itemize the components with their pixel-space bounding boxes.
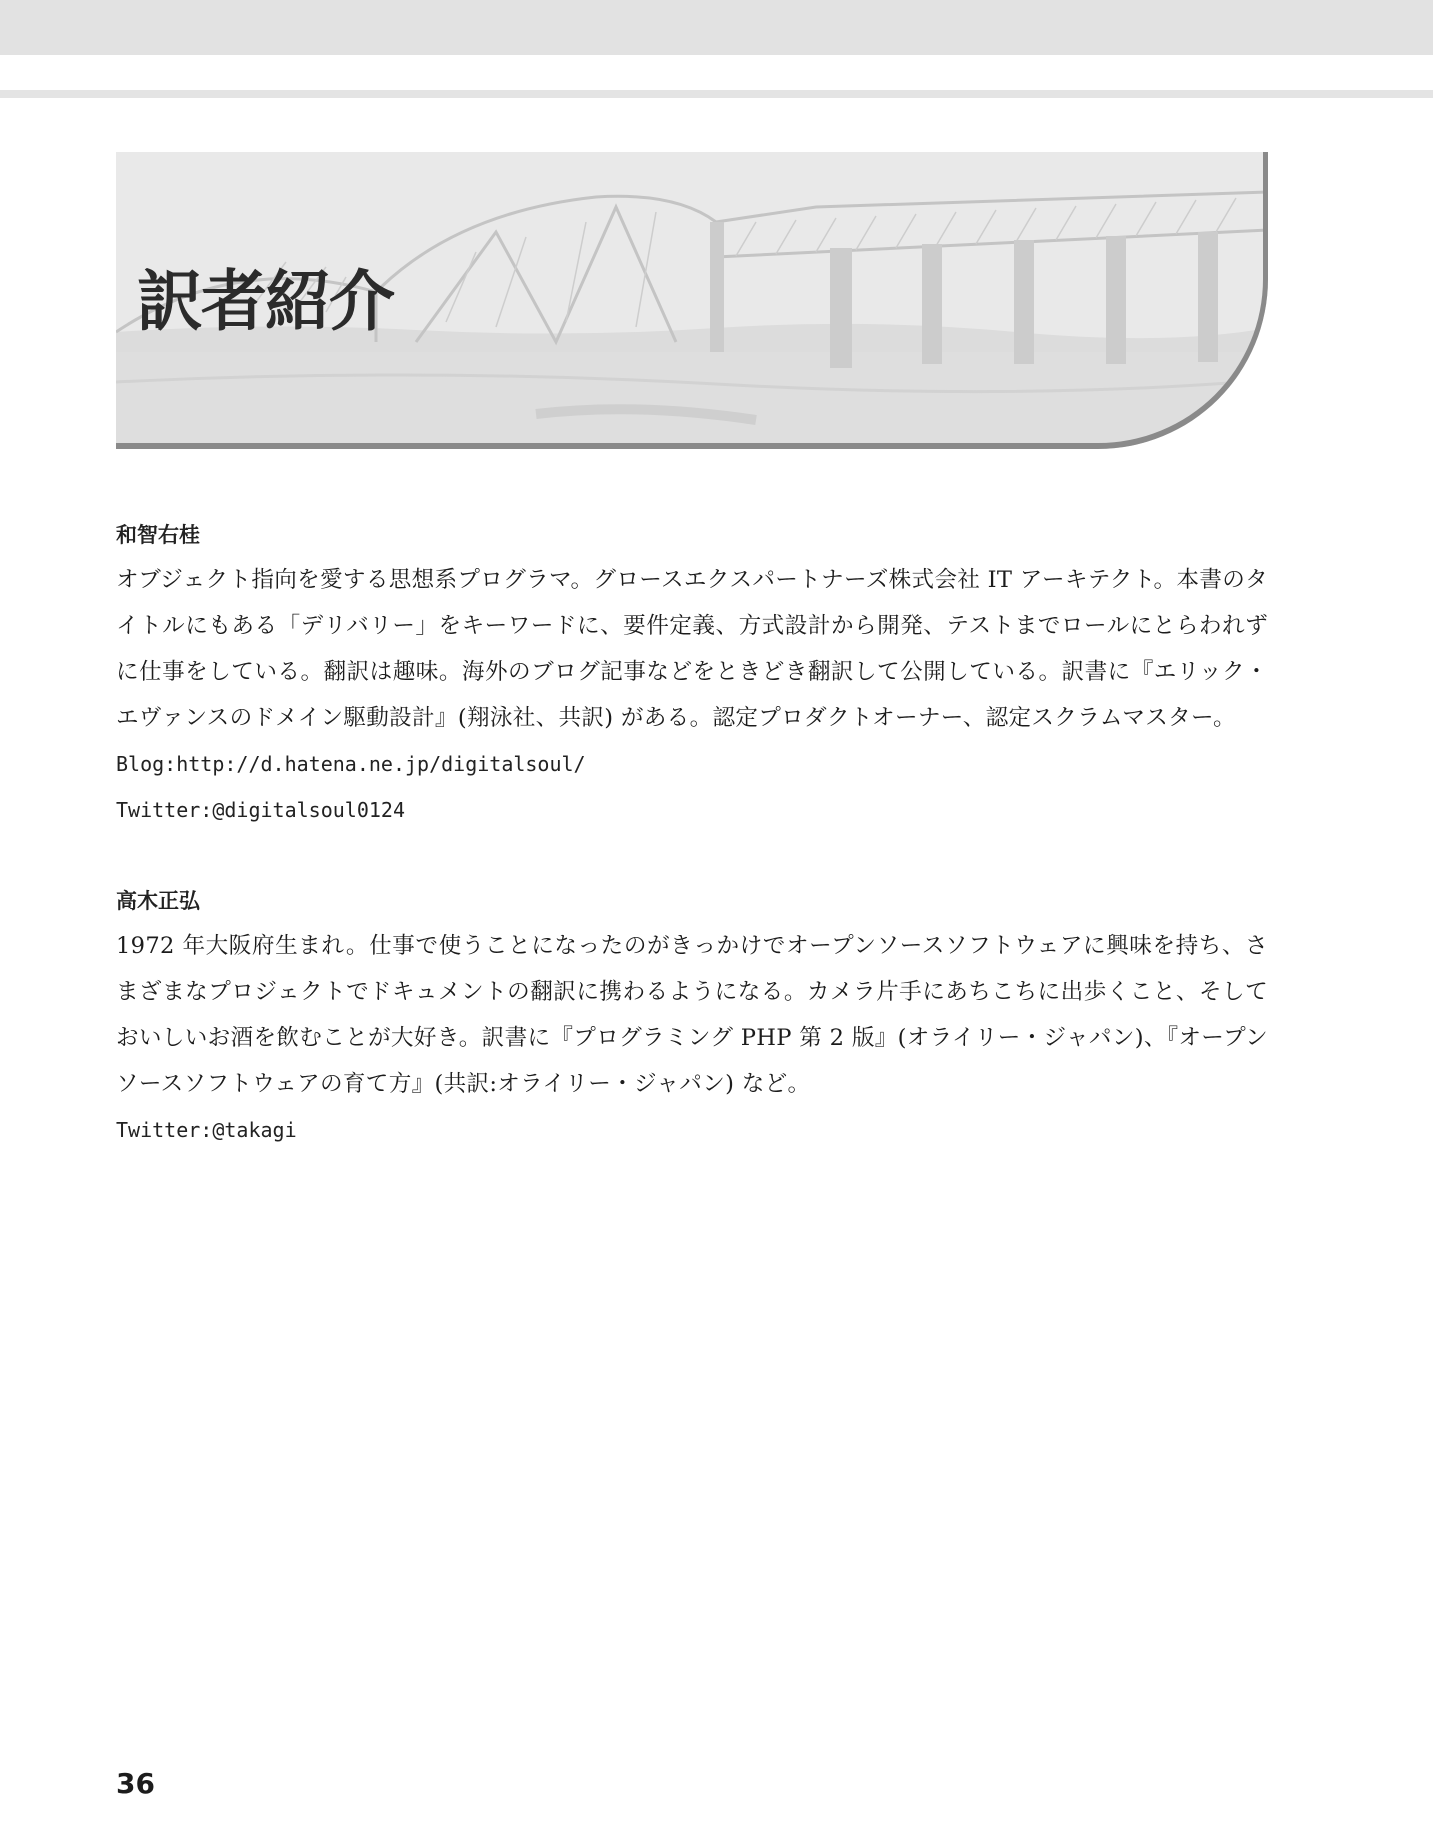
page-number: 36 [116, 1767, 155, 1800]
translator-bio: オブジェクト指向を愛する思想系プログラマ。グロースエクスパートナーズ株式会社 IT アーキテクト。本書のタイトルにもある「デリバリー」をキーワードに、要件定義、方式設計から開発、テストまでロールにとらわれずに仕事をしている。翻訳は趣味。海外のブログ記事などをときどき翻訳して公開している。訳書に『エリック・エヴァンスのドメイン駆動設計』(翔泳社、共訳) がある。認定プロダクトオーナー、認定スクラムマスター。 [116, 567, 1268, 731]
translator-entry [116, 515, 1268, 833]
page-title: 訳者紹介 [137, 263, 393, 340]
blog-link[interactable]: Blog:http://d.hatena.ne.jp/digitalsoul/ [116, 752, 586, 776]
twitter-handle[interactable]: Twitter:@digitalsoul0124 [116, 798, 405, 822]
translator-list [116, 515, 1268, 1153]
translator-bio: 1972 年大阪府生まれ。仕事で使うことになったのがきっかけでオープンソースソフトウェアに興味を持ち、さまざまなプロジェクトでドキュメントの翻訳に携わるようになる。カメラ片手にあちこちに出歩くこと、そしておいしいお酒を飲むことが大好き。訳書に『プログラミング PHP 第 2 版』(オライリー・ジャパン)、『オープンソースソフトウェアの育て方』(共訳:オライリー・ジャパン) など。 [116, 933, 1268, 1097]
twitter-handle[interactable]: Twitter:@takagi [116, 1118, 297, 1142]
top-rule [0, 90, 1433, 98]
entry-spacer [116, 833, 1268, 881]
translator-name: 高木正弘 [116, 889, 200, 913]
translator-entry [116, 881, 1268, 1153]
translator-name: 和智右桂 [116, 523, 200, 547]
top-band [0, 0, 1433, 55]
